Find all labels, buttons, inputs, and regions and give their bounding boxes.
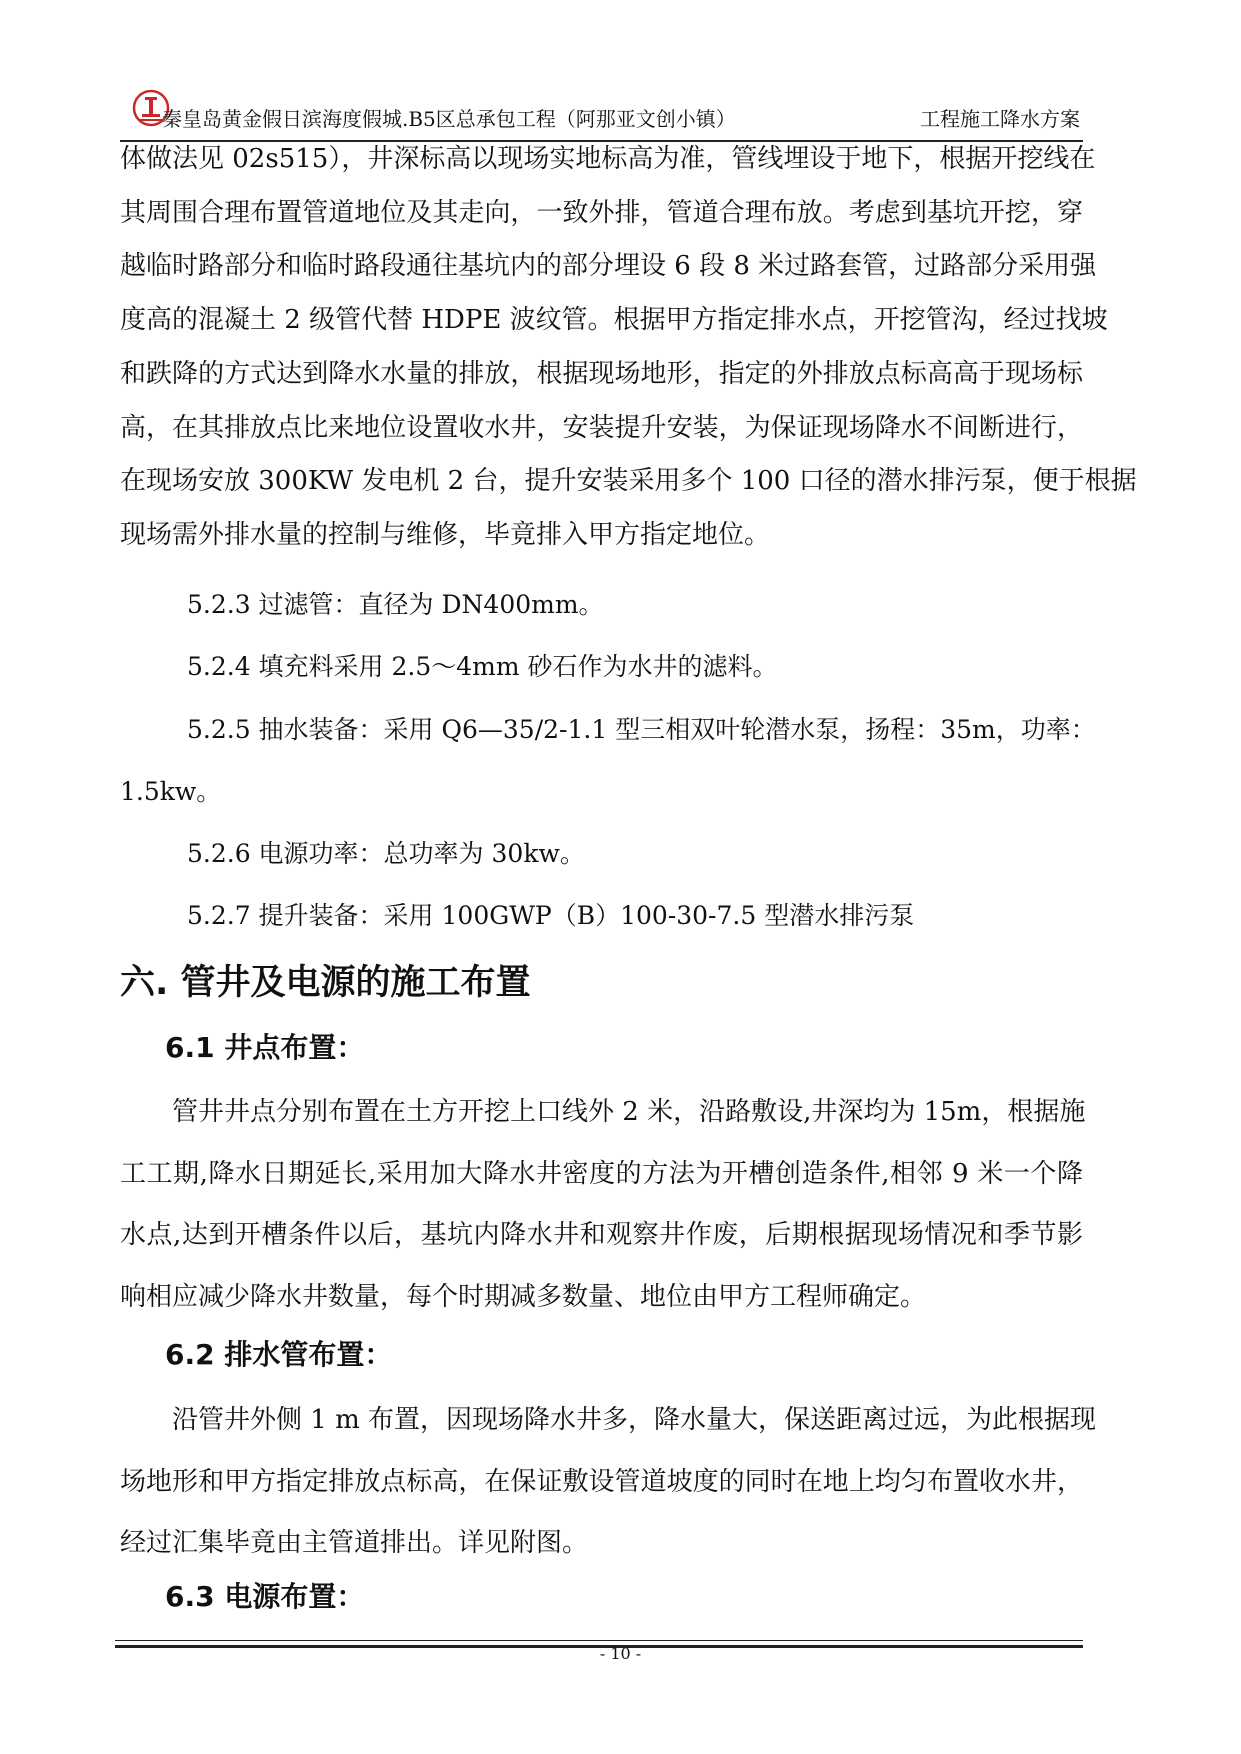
section-6-heading: 六. 管井及电源的施工布置 bbox=[120, 963, 531, 1003]
header-project-title: 秦皇岛黄金假日滨海度假城.B5区总承包工程（阿那亚文创小镇） bbox=[162, 107, 736, 131]
section-6-1-paragraph bbox=[120, 1082, 1086, 1328]
text-line: 和跌降的方式达到降水水量的排放，根据现场地形，指定的外排放点标高高于现场标 bbox=[120, 358, 1083, 389]
text-line: 水点,达到开槽条件以后，基坑内降水井和观察井作废，后期根据现场情况和季节影 bbox=[120, 1220, 1083, 1250]
footer-divider-thin bbox=[115, 1640, 1083, 1641]
text-line: 管井井点分别布置在土方开挖上口线外 2 米，沿路敷设,井深均为 15m，根据施 bbox=[172, 1097, 1086, 1127]
section-6-2-heading: 6.2 排水管布置： bbox=[165, 1338, 393, 1371]
text-line: 体做法见 02s515），井深标高以现场实地标高为准，管线埋设于地下，根据开挖线在 bbox=[120, 144, 1096, 174]
item-5-2-6: 5.2.6 电源功率：总功率为 30kw。 bbox=[187, 839, 585, 868]
section-6-1-heading: 6.1 井点布置： bbox=[165, 1031, 365, 1064]
text-line: 沿管井外侧 1 m 布置，因现场降水井多，降水量大，保送距离过远，为此根据现 bbox=[172, 1405, 1096, 1435]
section-6-2-paragraph bbox=[120, 1390, 1096, 1575]
item-5-2-5: 5.2.5 抽水装备：采用 Q6—35/2-1.1 型三相双叶轮潜水泵，扬程：35m，功率： bbox=[187, 715, 1096, 744]
text-line: 度高的混凝土 2 级管代替 HDPE 波纹管。根据甲方指定排水点，开挖管沟，经过找坡 bbox=[120, 305, 1108, 336]
intro-paragraph bbox=[120, 133, 1137, 563]
page-number: - 10 - bbox=[599, 1644, 642, 1663]
section-6-3-heading: 6.3 电源布置： bbox=[165, 1580, 365, 1613]
text-line: 响相应减少降水井数量，每个时期减多数量、地位由甲方工程师确定。 bbox=[120, 1281, 927, 1312]
text-line: 工工期,降水日期延长,采用加大降水井密度的方法为开槽创造条件,相邻 9 米一个降 bbox=[120, 1158, 1083, 1189]
text-line: 高，在其排放点比来地位设置收水井，安装提升安装，为保证现场降水不间断进行， bbox=[120, 412, 1083, 443]
text-line: 越临时路部分和临时路段通往基坑内的部分埋设 6 段 8 米过路套管，过路部分采用强 bbox=[120, 251, 1097, 282]
text-line: 在现场安放 300KW 发电机 2 台，提升安装采用多个 100 口径的潜水排污泵，便于根据 bbox=[120, 466, 1137, 497]
text-line: 其周围合理布置管道地位及其走向，一致外排，管道合理布放。考虑到基坑开挖，穿 bbox=[120, 197, 1083, 228]
text-line: 场地形和甲方指定排放点标高，在保证敷设管道坡度的同时在地上均匀布置收水井， bbox=[120, 1466, 1083, 1497]
text-line: 经过汇集毕竟由主管道排出。详见附图。 bbox=[120, 1528, 589, 1558]
item-5-2-7: 5.2.7 提升装备：采用 100GWP（B）100-30-7.5 型潜水排污泵 bbox=[187, 901, 915, 930]
item-5-2-3: 5.2.3 过滤管：直径为 DN400mm。 bbox=[187, 590, 604, 619]
text-line: 现场需外排水量的控制与维修，毕竟排入甲方指定地位。 bbox=[120, 519, 771, 550]
item-5-2-4: 5.2.4 填充料采用 2.5～4mm 砂石作为水井的滤料。 bbox=[187, 652, 778, 681]
header-document-title: 工程施工降水方案 bbox=[920, 107, 1080, 131]
item-5-2-5-continued: 1.5kw。 bbox=[120, 777, 222, 806]
